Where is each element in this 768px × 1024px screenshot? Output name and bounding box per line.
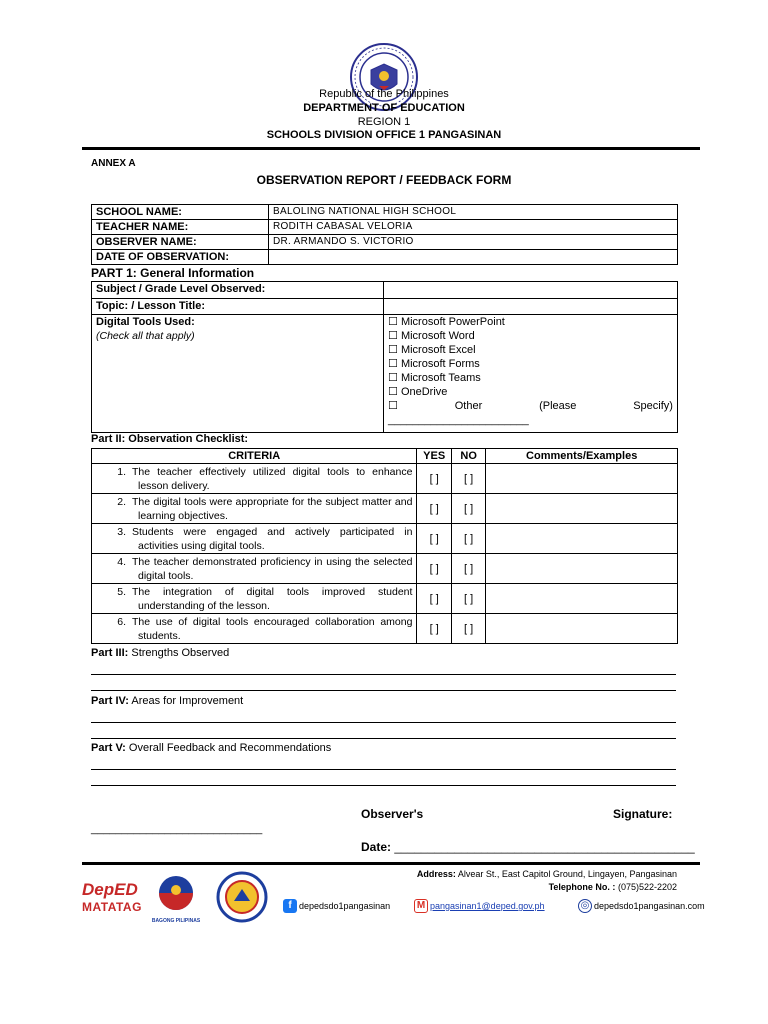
please-word: (Please	[539, 400, 577, 412]
tool-option[interactable]	[388, 329, 673, 343]
part4-text: Areas for Improvement	[131, 695, 244, 707]
digital-tools-options	[384, 315, 678, 433]
criteria-text: Students were engaged and actively participated in activities using digital tools.	[132, 525, 413, 552]
address-label: Address:	[416, 869, 456, 879]
matatag-logo-text: MATATAG	[82, 900, 142, 914]
criteria-number: 6.	[117, 615, 126, 628]
part4-heading	[91, 695, 243, 707]
comments-cell[interactable]	[486, 494, 678, 524]
observer-label: Observer's	[361, 807, 424, 821]
bagong-pilipinas-caption: BAGONG PILIPINAS	[151, 918, 201, 924]
deped-matatag-logo	[82, 880, 146, 920]
comments-cell[interactable]	[486, 614, 678, 644]
part4-label: Part IV:	[91, 695, 129, 707]
table-row	[92, 614, 678, 644]
date-of-observation-label: DATE OF OBSERVATION:	[92, 250, 269, 265]
table-row	[92, 494, 678, 524]
topic-value[interactable]	[384, 299, 678, 315]
criteria-number: 3.	[117, 525, 126, 538]
checkbox-icon[interactable]: ☐	[388, 386, 398, 398]
no-mark[interactable]: [ ]	[451, 584, 485, 614]
teacher-name-label: TEACHER NAME:	[92, 220, 269, 235]
checklist-header-row	[92, 449, 678, 464]
tool-option[interactable]	[388, 315, 673, 329]
sdo-pangasinan-seal-icon	[214, 871, 270, 923]
facebook-handle: depedsdo1pangasinan	[299, 901, 391, 911]
teacher-name-value[interactable]: RODITH CABASAL VELORIA	[269, 220, 678, 235]
tool-option-other[interactable]	[388, 399, 673, 413]
answer-line[interactable]	[91, 769, 676, 770]
no-mark[interactable]: [ ]	[451, 554, 485, 584]
header-department: DEPARTMENT OF EDUCATION	[303, 102, 465, 114]
yes-header: YES	[417, 449, 451, 464]
comments-cell[interactable]	[486, 464, 678, 494]
tool-option-label: OneDrive	[400, 386, 448, 398]
table-row	[92, 524, 678, 554]
yes-mark[interactable]: [ ]	[417, 464, 451, 494]
website-url: depedsdo1pangasinan.com	[594, 901, 705, 911]
part5-label: Part V:	[91, 742, 126, 754]
checkbox-icon[interactable]: ☐	[388, 344, 398, 356]
header-republic: Republic of the Philippines	[319, 88, 449, 100]
yes-mark[interactable]: [ ]	[417, 524, 451, 554]
yes-mark[interactable]: [ ]	[417, 494, 451, 524]
part5-text: Overall Feedback and Recommendations	[128, 742, 332, 754]
answer-line[interactable]	[91, 722, 676, 723]
tool-option-label: Microsoft Forms	[400, 358, 480, 370]
specify-word: Specify)	[633, 400, 673, 412]
globe-icon: ◎	[578, 899, 592, 913]
tool-option-label: Microsoft Teams	[400, 372, 481, 384]
criteria-number: 4.	[117, 555, 126, 568]
checkbox-icon[interactable]: ☐	[388, 372, 398, 384]
no-mark[interactable]: [ ]	[451, 494, 485, 524]
table-row	[92, 554, 678, 584]
telephone-label: Telephone No. :	[548, 882, 616, 892]
criteria-number: 2.	[117, 495, 126, 508]
criteria-cell	[92, 584, 417, 614]
tool-option[interactable]	[388, 343, 673, 357]
checkbox-icon[interactable]: ☐	[388, 400, 398, 412]
tool-option[interactable]	[388, 385, 673, 399]
checkbox-icon[interactable]: ☐	[388, 358, 398, 370]
tool-option[interactable]	[388, 357, 673, 371]
criteria-text: The teacher effectively utilized digital tools to enhance lesson delivery.	[132, 465, 413, 492]
criteria-number: 5.	[117, 585, 126, 598]
yes-mark[interactable]: [ ]	[417, 584, 451, 614]
yes-mark[interactable]: [ ]	[417, 554, 451, 584]
digital-tools-note: (Check all that apply)	[96, 330, 195, 342]
footer-telephone	[390, 882, 677, 892]
part3-text: Strengths Observed	[131, 647, 230, 659]
date-row	[361, 840, 695, 854]
table-row	[92, 584, 678, 614]
signature-label: Signature:	[613, 807, 673, 821]
comments-cell[interactable]	[486, 554, 678, 584]
checkbox-icon[interactable]: ☐	[388, 330, 398, 342]
criteria-cell	[92, 524, 417, 554]
header-region: REGION 1	[357, 116, 411, 128]
date-of-observation-value[interactable]	[269, 250, 678, 265]
facebook-contact[interactable]	[283, 899, 390, 913]
tool-option-label: Microsoft Word	[400, 330, 475, 342]
observer-name-value[interactable]: DR. ARMANDO S. VICTORIO	[269, 235, 678, 250]
comments-header: Comments/Examples	[486, 449, 678, 464]
subject-value[interactable]	[384, 282, 678, 299]
info-row-date	[92, 250, 678, 265]
table-row	[92, 464, 678, 494]
telephone-text: (075)522-2202	[617, 882, 677, 892]
criteria-header: CRITERIA	[92, 449, 417, 464]
criteria-text: The use of digital tools encouraged collaboration among students.	[132, 615, 413, 642]
email-address: pangasinan1@deped.gov.ph	[430, 901, 545, 911]
tool-option-label: Microsoft PowerPoint	[400, 316, 505, 328]
no-mark[interactable]: [ ]	[451, 614, 485, 644]
criteria-cell	[92, 494, 417, 524]
answer-line[interactable]	[91, 785, 676, 786]
part5-heading	[91, 742, 331, 754]
digital-tools-label: Digital Tools Used:	[96, 316, 195, 328]
no-mark[interactable]: [ ]	[451, 524, 485, 554]
annex-label: ANNEX A	[91, 158, 136, 169]
comments-cell[interactable]	[486, 584, 678, 614]
checklist-table	[91, 448, 678, 644]
bagong-pilipinas-emblem-icon	[150, 874, 202, 912]
answer-line[interactable]	[91, 738, 676, 739]
criteria-cell	[92, 554, 417, 584]
website-contact[interactable]	[578, 899, 705, 913]
footer-divider	[82, 862, 700, 865]
criteria-text: The digital tools were appropriate for the subject matter and learning objectives.	[132, 495, 413, 522]
date-blank[interactable]: _____________________________________________	[394, 840, 695, 854]
digital-tools-cell	[92, 315, 384, 433]
footer-address	[390, 869, 677, 879]
school-name-value[interactable]: BALOLING NATIONAL HIGH SCHOOL	[269, 205, 678, 220]
part3-heading	[91, 647, 229, 659]
subject-label: Subject / Grade Level Observed:	[92, 282, 384, 299]
topic-label: Topic: / Lesson Title:	[92, 299, 384, 315]
tool-option-label: Microsoft Excel	[400, 344, 476, 356]
part1-title: PART 1: General Information	[91, 266, 255, 280]
other-word: Other	[454, 400, 483, 412]
part3-label: Part III:	[91, 647, 129, 659]
general-info-table	[91, 281, 678, 433]
no-mark[interactable]: [ ]	[451, 464, 485, 494]
criteria-cell	[92, 614, 417, 644]
form-title: OBSERVATION REPORT / FEEDBACK FORM	[256, 173, 512, 187]
info-row-teacher	[92, 220, 678, 235]
facebook-icon: f	[283, 899, 297, 913]
header-divider	[82, 147, 700, 150]
criteria-cell	[92, 464, 417, 494]
other-specify-blank[interactable]: _______________________	[388, 414, 529, 426]
criteria-text: The teacher demonstrated proficiency in using the selected digital tools.	[132, 555, 413, 582]
answer-line[interactable]	[91, 690, 676, 691]
email-contact[interactable]	[414, 899, 545, 913]
info-row-observer	[92, 235, 678, 250]
bagong-pilipinas-logo	[150, 874, 202, 922]
part2-title: Part II: Observation Checklist:	[91, 433, 249, 445]
header-division: SCHOOLS DIVISION OFFICE 1 PANGASINAN	[266, 129, 502, 141]
deped-logo-text: DepED	[82, 880, 138, 899]
observer-name-label: OBSERVER NAME:	[92, 235, 269, 250]
mail-icon: M	[414, 899, 428, 913]
signature-blank[interactable]: ____________________________	[91, 823, 263, 835]
date-label: Date:	[361, 840, 392, 854]
address-text: Alvear St., East Capitol Ground, Lingayen, Pangasinan	[457, 869, 677, 879]
info-table	[91, 204, 678, 265]
info-row-school	[92, 205, 678, 220]
checkbox-icon[interactable]: ☐	[388, 316, 398, 328]
yes-mark[interactable]: [ ]	[417, 614, 451, 644]
criteria-number: 1.	[117, 465, 126, 478]
answer-line[interactable]	[91, 674, 676, 675]
tool-option[interactable]	[388, 371, 673, 385]
no-header: NO	[451, 449, 485, 464]
comments-cell[interactable]	[486, 524, 678, 554]
criteria-text: The integration of digital tools improved student understanding of the lesson.	[132, 585, 413, 612]
school-name-label: SCHOOL NAME:	[92, 205, 269, 220]
